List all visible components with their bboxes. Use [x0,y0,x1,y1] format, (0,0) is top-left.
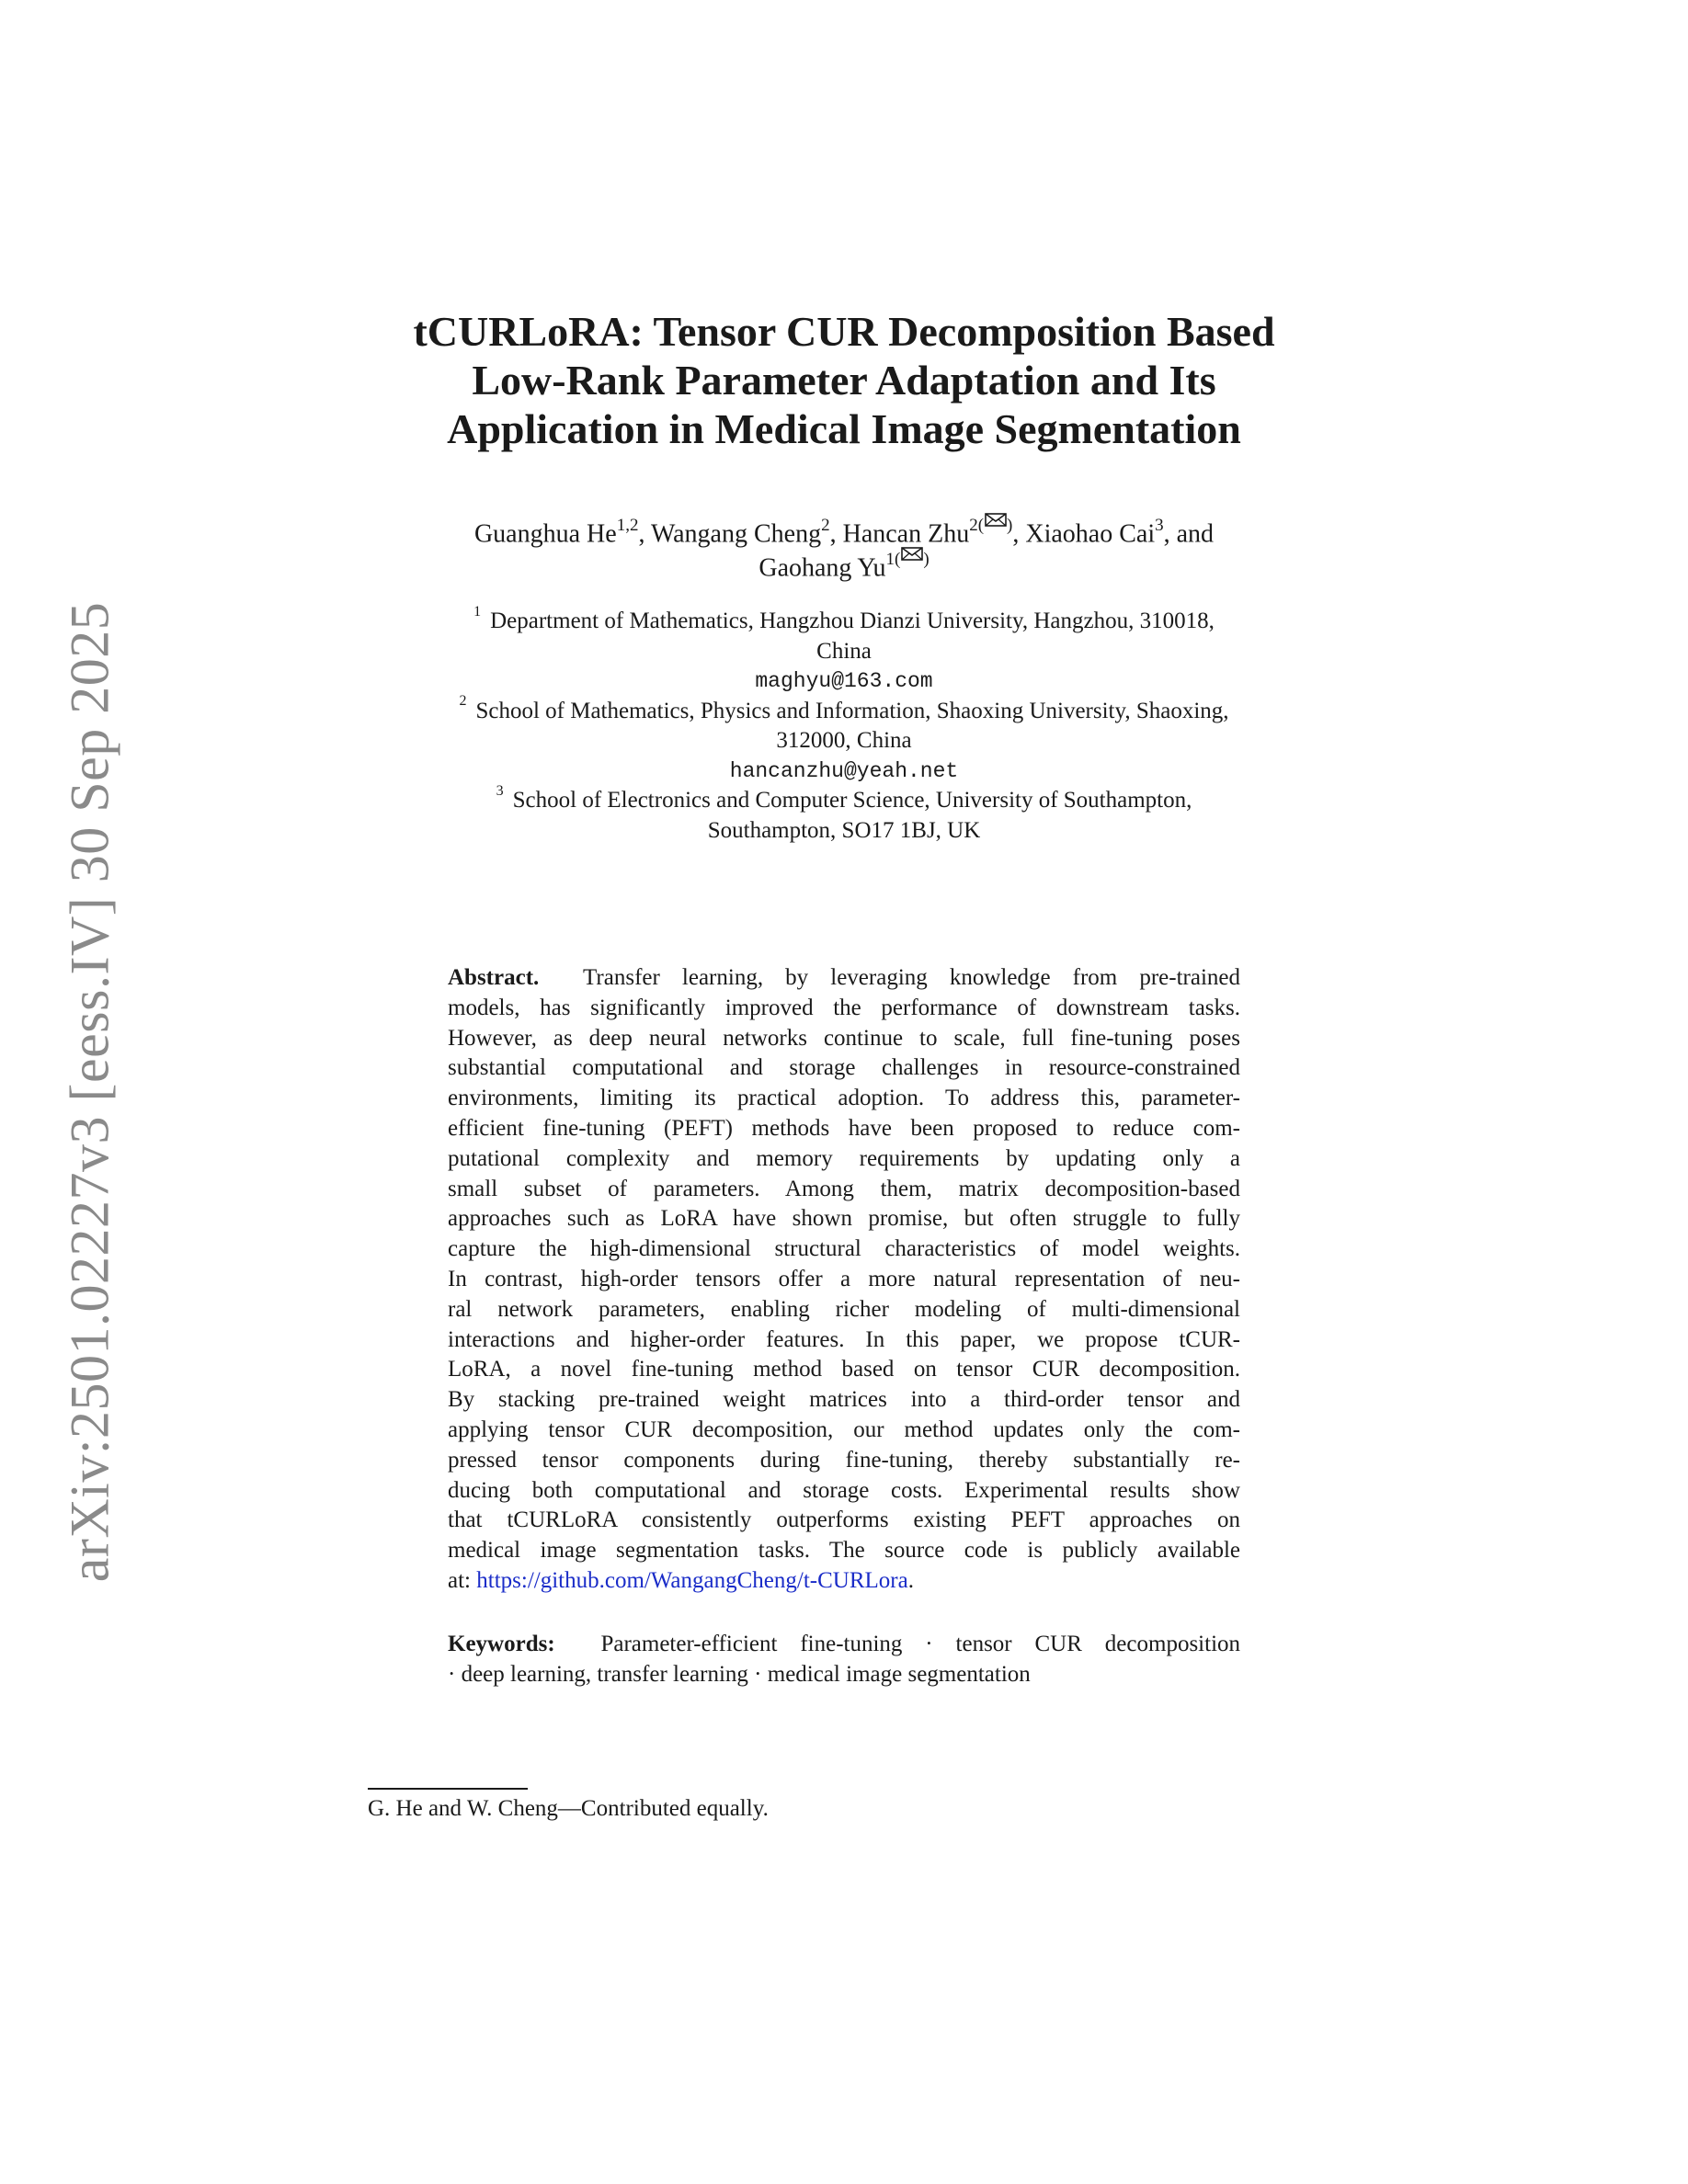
affiliation-line: $^1$ Department of Mathematics, Hangzhou Dianzi University, Hangzhou, 310018, [473,603,1215,633]
author-separator: , [829,519,843,549]
abstract-line: at: https://github.com/WangangCheng/t-CURLora. [448,1567,914,1593]
abstract-line: In contrast, high-order tensors offer a more natural representation of neu- [448,1266,1240,1291]
abstract-line: interactions and higher-order features. In this paper, we propose tCUR- [448,1326,1240,1352]
author-affil-mark: 2 [821,516,830,535]
abstract-line: However, as deep neural networks continue to scale, full fine-tuning poses [448,1025,1240,1051]
author-name: Hancan Zhu [842,519,970,549]
author-separator: , [1012,519,1026,549]
affiliation-email: maghyu@163.com [755,669,933,693]
abstract-line: medical image segmentation tasks. The source code is publicly available [448,1538,1240,1564]
affiliation-mark: 1 [473,603,482,620]
footnote-rule [368,1788,528,1790]
author-name: Guanghua He [473,519,617,549]
author-separator: , [638,519,651,549]
abstract-line: LoRA, a novel fine-tuning method based on tensor CUR decomposition. [448,1357,1240,1382]
affiliation-line: Southampton, SO17 1BJ, UK [707,817,981,843]
abstract-label: Abstract. [448,965,540,990]
envelope-icon [985,513,1007,527]
arxiv-identifier: arXiv:2501.02227v3 [eess.IV] 30 Sep 2025 [59,601,120,1583]
affiliation-line: $^2$ School of Mathematics, Physics and Information, Shaoxing University, Shaoxing, [459,693,1229,723]
author-name: Gaohang Yu [758,553,886,583]
affiliation-line: $^3$ School of Electronics and Computer Science, University of Southampton, [496,782,1192,813]
author-separator: , and [1163,519,1215,549]
paper-title [368,307,1320,453]
keywords [448,1630,1240,1690]
abstract-line: that tCURLoRA consistently outperforms existing PEFT approaches on [448,1507,1240,1533]
abstract-line: pressed tensor components during fine-tuning, thereby substantially re- [448,1447,1240,1473]
abstract-line: efficient fine-tuning (PEFT) methods have been proposed to reduce com- [448,1115,1240,1141]
abstract-line: ducing both computational and storage costs. Experimental results show [448,1477,1240,1503]
abstract-line: small subset of parameters. Among them, matrix decomposition-based [448,1176,1240,1201]
abstract [448,963,1240,1597]
author-name: Xiaohao Cai [1025,519,1156,549]
keywords-label: Keywords: [448,1632,555,1656]
abstract-line: capture the high-dimensional structural characteristics of model weights. [448,1236,1240,1262]
author-affil-mark: 3 [1155,516,1164,535]
author-affil-mark: 2( ) [969,516,1012,535]
abstract-line: Abstract. Transfer learning, by leveraging knowledge from pre-trained [448,965,1240,990]
author-affil-mark: 1( ) [886,550,930,569]
affiliation-line: 312000, China [776,728,912,753]
abstract-line: models, has significantly improved the performance of downstream tasks. [448,995,1240,1020]
source-code-link[interactable]: https://github.com/WangangCheng/t-CURLora [476,1567,908,1593]
affiliation-list [368,603,1320,846]
abstract-line: ral network parameters, enabling richer modeling of multi-dimensional [448,1296,1240,1322]
affiliation-mark: 2 [459,693,467,710]
abstract-line: By stacking pre-trained weight matrices into a third-order tensor and [448,1387,1240,1413]
footnote: G. He and W. Cheng—Contributed equally. [368,1796,769,1821]
title-line: tCURLoRA: Tensor CUR Decomposition Based [413,308,1275,355]
affiliation-email: hancanzhu@yeah.net [729,758,959,783]
author-name: Wangang Cheng [650,519,822,549]
author-list [368,515,1320,584]
author-line [368,549,1320,583]
keywords-line: Keywords: Parameter-efficient fine-tuning · tensor CUR decomposition [448,1632,1241,1656]
title-line: Low-Rank Parameter Adaptation and Its [472,357,1216,404]
author-affil-mark: 1,2 [616,516,639,535]
keywords-line: · deep learning, transfer learning · medical image segmentation [448,1661,1031,1687]
abstract-line: approaches such as LoRA have shown promise, but often struggle to fully [448,1206,1240,1232]
abstract-line: environments, limiting its practical adoption. To address this, parameter- [448,1086,1240,1111]
abstract-line: putational complexity and memory requirements by updating only a [448,1145,1240,1171]
affiliation-line: China [816,638,872,664]
abstract-line: substantial computational and storage challenges in resource-constrained [448,1055,1240,1081]
affiliation-mark: 3 [496,782,504,799]
title-line: Application in Medical Image Segmentation [447,405,1241,452]
envelope-icon [901,547,923,561]
author-line [368,515,1320,549]
abstract-line: applying tensor CUR decomposition, our method updates only the com- [448,1416,1240,1442]
